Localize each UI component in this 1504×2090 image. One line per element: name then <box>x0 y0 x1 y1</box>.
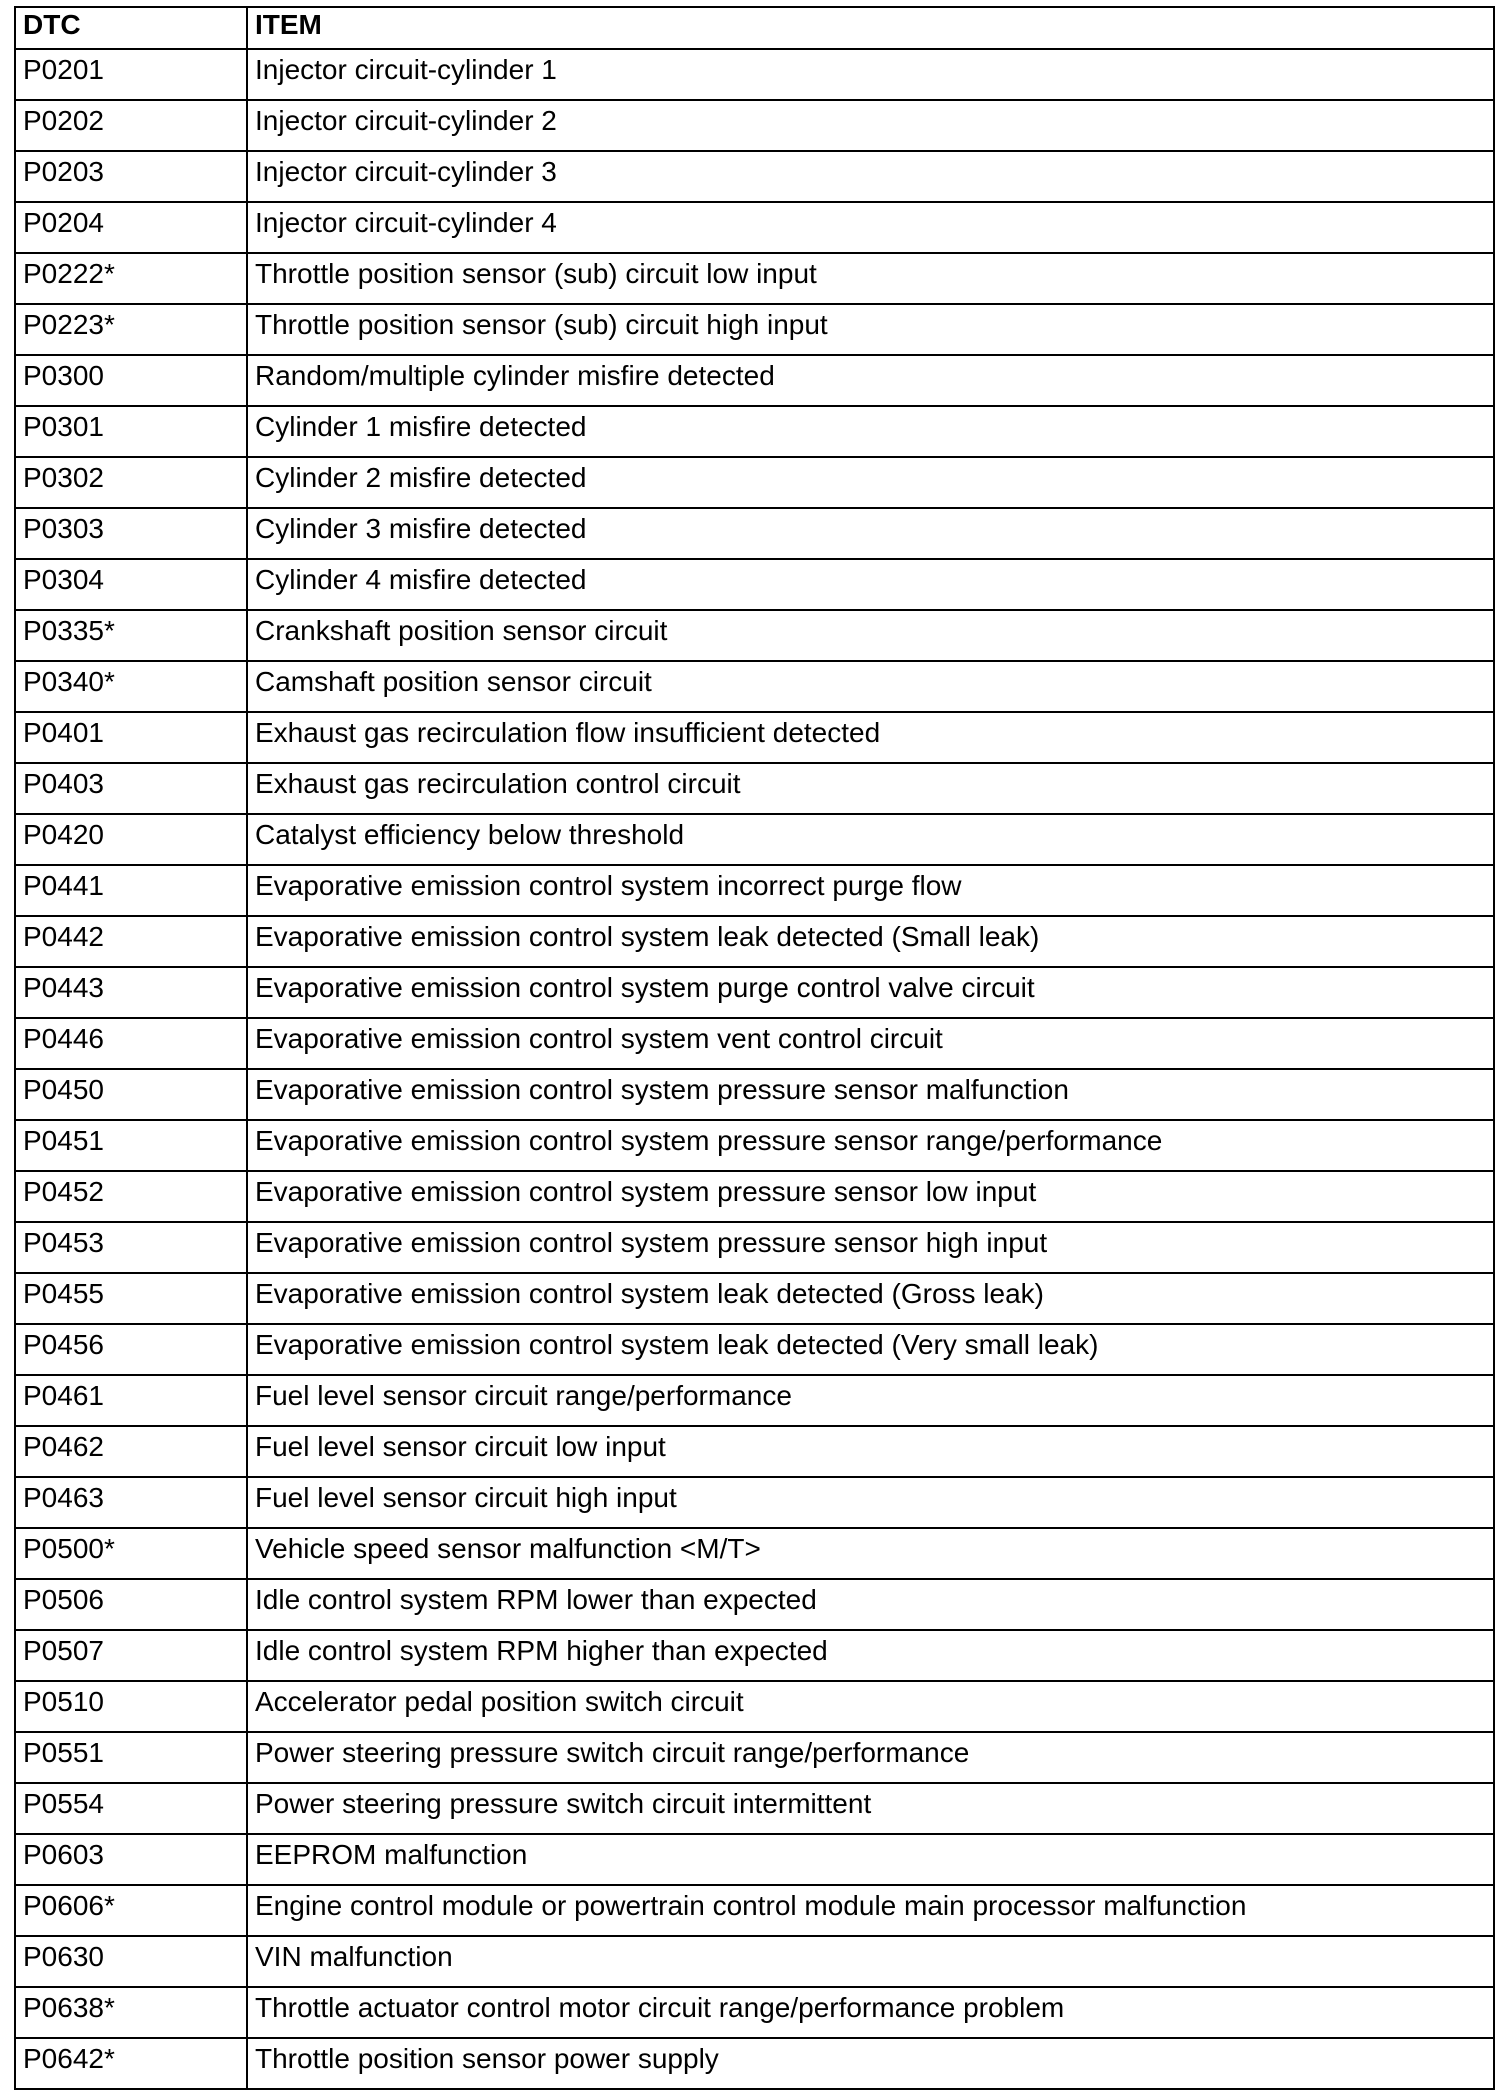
dtc-item-cell: Fuel level sensor circuit low input <box>247 1426 1494 1477</box>
dtc-item-cell: Fuel level sensor circuit range/performance <box>247 1375 1494 1426</box>
dtc-item-cell: Fuel level sensor circuit high input <box>247 1477 1494 1528</box>
table-row <box>15 355 1494 406</box>
dtc-item-cell: Exhaust gas recirculation control circuit <box>247 763 1494 814</box>
dtc-item-cell: Evaporative emission control system vent control circuit <box>247 1018 1494 1069</box>
dtc-item-cell: Catalyst efficiency below threshold <box>247 814 1494 865</box>
dtc-item-cell: Injector circuit-cylinder 3 <box>247 151 1494 202</box>
dtc-item-cell: Evaporative emission control system pressure sensor high input <box>247 1222 1494 1273</box>
table-row <box>15 1885 1494 1936</box>
table-row <box>15 49 1494 100</box>
dtc-item-cell: Evaporative emission control system leak detected (Small leak) <box>247 916 1494 967</box>
table-row <box>15 814 1494 865</box>
table-row <box>15 1630 1494 1681</box>
table-row <box>15 1018 1494 1069</box>
dtc-code-cell: P0500* <box>15 1528 247 1579</box>
table-row <box>15 1783 1494 1834</box>
dtc-item-cell: Evaporative emission control system pressure sensor range/performance <box>247 1120 1494 1171</box>
dtc-code-cell: P0420 <box>15 814 247 865</box>
dtc-item-cell: Power steering pressure switch circuit intermittent <box>247 1783 1494 1834</box>
dtc-code-cell: P0443 <box>15 967 247 1018</box>
dtc-item-cell: Throttle position sensor (sub) circuit low input <box>247 253 1494 304</box>
table-row <box>15 1834 1494 1885</box>
dtc-code-cell: P0203 <box>15 151 247 202</box>
table-row <box>15 1987 1494 2038</box>
table-body <box>15 49 1494 2089</box>
dtc-code-cell: P0456 <box>15 1324 247 1375</box>
dtc-code-cell: P0222* <box>15 253 247 304</box>
dtc-code-cell: P0340* <box>15 661 247 712</box>
table-row <box>15 1477 1494 1528</box>
item-column-header: ITEM <box>247 7 1494 49</box>
dtc-item-cell: Evaporative emission control system purge control valve circuit <box>247 967 1494 1018</box>
dtc-item-cell: Evaporative emission control system leak detected (Very small leak) <box>247 1324 1494 1375</box>
dtc-item-cell: Throttle position sensor power supply <box>247 2038 1494 2089</box>
dtc-item-cell: Throttle actuator control motor circuit range/performance problem <box>247 1987 1494 2038</box>
dtc-code-cell: P0335* <box>15 610 247 661</box>
table-row <box>15 1681 1494 1732</box>
table-row <box>15 1171 1494 1222</box>
table-row <box>15 457 1494 508</box>
dtc-code-cell: P0630 <box>15 1936 247 1987</box>
table-row <box>15 1273 1494 1324</box>
table-row <box>15 916 1494 967</box>
dtc-code-cell: P0451 <box>15 1120 247 1171</box>
table-row <box>15 100 1494 151</box>
table-row <box>15 1222 1494 1273</box>
table-row <box>15 967 1494 1018</box>
table-row <box>15 253 1494 304</box>
dtc-code-cell: P0606* <box>15 1885 247 1936</box>
table-row <box>15 1579 1494 1630</box>
dtc-item-cell: Cylinder 1 misfire detected <box>247 406 1494 457</box>
table-row <box>15 406 1494 457</box>
dtc-code-cell: P0446 <box>15 1018 247 1069</box>
dtc-code-cell: P0442 <box>15 916 247 967</box>
table-row <box>15 1375 1494 1426</box>
dtc-item-cell: Evaporative emission control system incorrect purge flow <box>247 865 1494 916</box>
dtc-item-cell: Injector circuit-cylinder 4 <box>247 202 1494 253</box>
dtc-code-cell: P0551 <box>15 1732 247 1783</box>
table-row <box>15 661 1494 712</box>
table-row <box>15 151 1494 202</box>
dtc-code-cell: P0554 <box>15 1783 247 1834</box>
dtc-code-cell: P0302 <box>15 457 247 508</box>
table-row <box>15 508 1494 559</box>
dtc-code-cell: P0642* <box>15 2038 247 2089</box>
dtc-code-cell: P0507 <box>15 1630 247 1681</box>
table-row <box>15 865 1494 916</box>
header-row <box>15 7 1494 49</box>
table-row <box>15 1732 1494 1783</box>
dtc-item-cell: Engine control module or powertrain control module main processor malfunction <box>247 1885 1494 1936</box>
dtc-item-cell: Cylinder 4 misfire detected <box>247 559 1494 610</box>
dtc-code-cell: P0300 <box>15 355 247 406</box>
dtc-item-cell: Throttle position sensor (sub) circuit high input <box>247 304 1494 355</box>
dtc-code-cell: P0506 <box>15 1579 247 1630</box>
table-row <box>15 712 1494 763</box>
dtc-item-cell: Evaporative emission control system pressure sensor malfunction <box>247 1069 1494 1120</box>
dtc-code-cell: P0403 <box>15 763 247 814</box>
dtc-code-cell: P0462 <box>15 1426 247 1477</box>
table-row <box>15 1936 1494 1987</box>
table-header <box>15 7 1494 49</box>
dtc-code-cell: P0201 <box>15 49 247 100</box>
table-row <box>15 1426 1494 1477</box>
table-row <box>15 304 1494 355</box>
dtc-code-cell: P0510 <box>15 1681 247 1732</box>
dtc-code-cell: P0202 <box>15 100 247 151</box>
dtc-table <box>14 6 1495 2090</box>
dtc-code-cell: P0463 <box>15 1477 247 1528</box>
dtc-code-cell: P0450 <box>15 1069 247 1120</box>
dtc-item-cell: EEPROM malfunction <box>247 1834 1494 1885</box>
dtc-code-cell: P0453 <box>15 1222 247 1273</box>
dtc-item-cell: Exhaust gas recirculation flow insufficient detected <box>247 712 1494 763</box>
dtc-code-cell: P0638* <box>15 1987 247 2038</box>
dtc-item-cell: Injector circuit-cylinder 1 <box>247 49 1494 100</box>
dtc-item-cell: Idle control system RPM lower than expected <box>247 1579 1494 1630</box>
dtc-item-cell: Evaporative emission control system pressure sensor low input <box>247 1171 1494 1222</box>
dtc-item-cell: Random/multiple cylinder misfire detected <box>247 355 1494 406</box>
dtc-code-cell: P0223* <box>15 304 247 355</box>
dtc-item-cell: Accelerator pedal position switch circuit <box>247 1681 1494 1732</box>
table-row <box>15 763 1494 814</box>
dtc-item-cell: Cylinder 3 misfire detected <box>247 508 1494 559</box>
dtc-item-cell: Injector circuit-cylinder 2 <box>247 100 1494 151</box>
table-row <box>15 559 1494 610</box>
dtc-code-cell: P0204 <box>15 202 247 253</box>
dtc-code-cell: P0461 <box>15 1375 247 1426</box>
dtc-code-cell: P0455 <box>15 1273 247 1324</box>
table-row <box>15 1528 1494 1579</box>
dtc-code-cell: P0441 <box>15 865 247 916</box>
table-row <box>15 202 1494 253</box>
dtc-code-cell: P0301 <box>15 406 247 457</box>
dtc-item-cell: Evaporative emission control system leak detected (Gross leak) <box>247 1273 1494 1324</box>
dtc-item-cell: Power steering pressure switch circuit range/performance <box>247 1732 1494 1783</box>
dtc-code-cell: P0603 <box>15 1834 247 1885</box>
table-row <box>15 1324 1494 1375</box>
table-row <box>15 1120 1494 1171</box>
dtc-code-cell: P0401 <box>15 712 247 763</box>
dtc-code-cell: P0303 <box>15 508 247 559</box>
table-row <box>15 2038 1494 2089</box>
dtc-code-cell: P0304 <box>15 559 247 610</box>
dtc-column-header: DTC <box>15 7 247 49</box>
table-row <box>15 1069 1494 1120</box>
table-row <box>15 610 1494 661</box>
dtc-code-cell: P0452 <box>15 1171 247 1222</box>
dtc-item-cell: Vehicle speed sensor malfunction <M/T> <box>247 1528 1494 1579</box>
dtc-item-cell: Camshaft position sensor circuit <box>247 661 1494 712</box>
dtc-item-cell: VIN malfunction <box>247 1936 1494 1987</box>
dtc-item-cell: Idle control system RPM higher than expected <box>247 1630 1494 1681</box>
dtc-item-cell: Crankshaft position sensor circuit <box>247 610 1494 661</box>
dtc-item-cell: Cylinder 2 misfire detected <box>247 457 1494 508</box>
